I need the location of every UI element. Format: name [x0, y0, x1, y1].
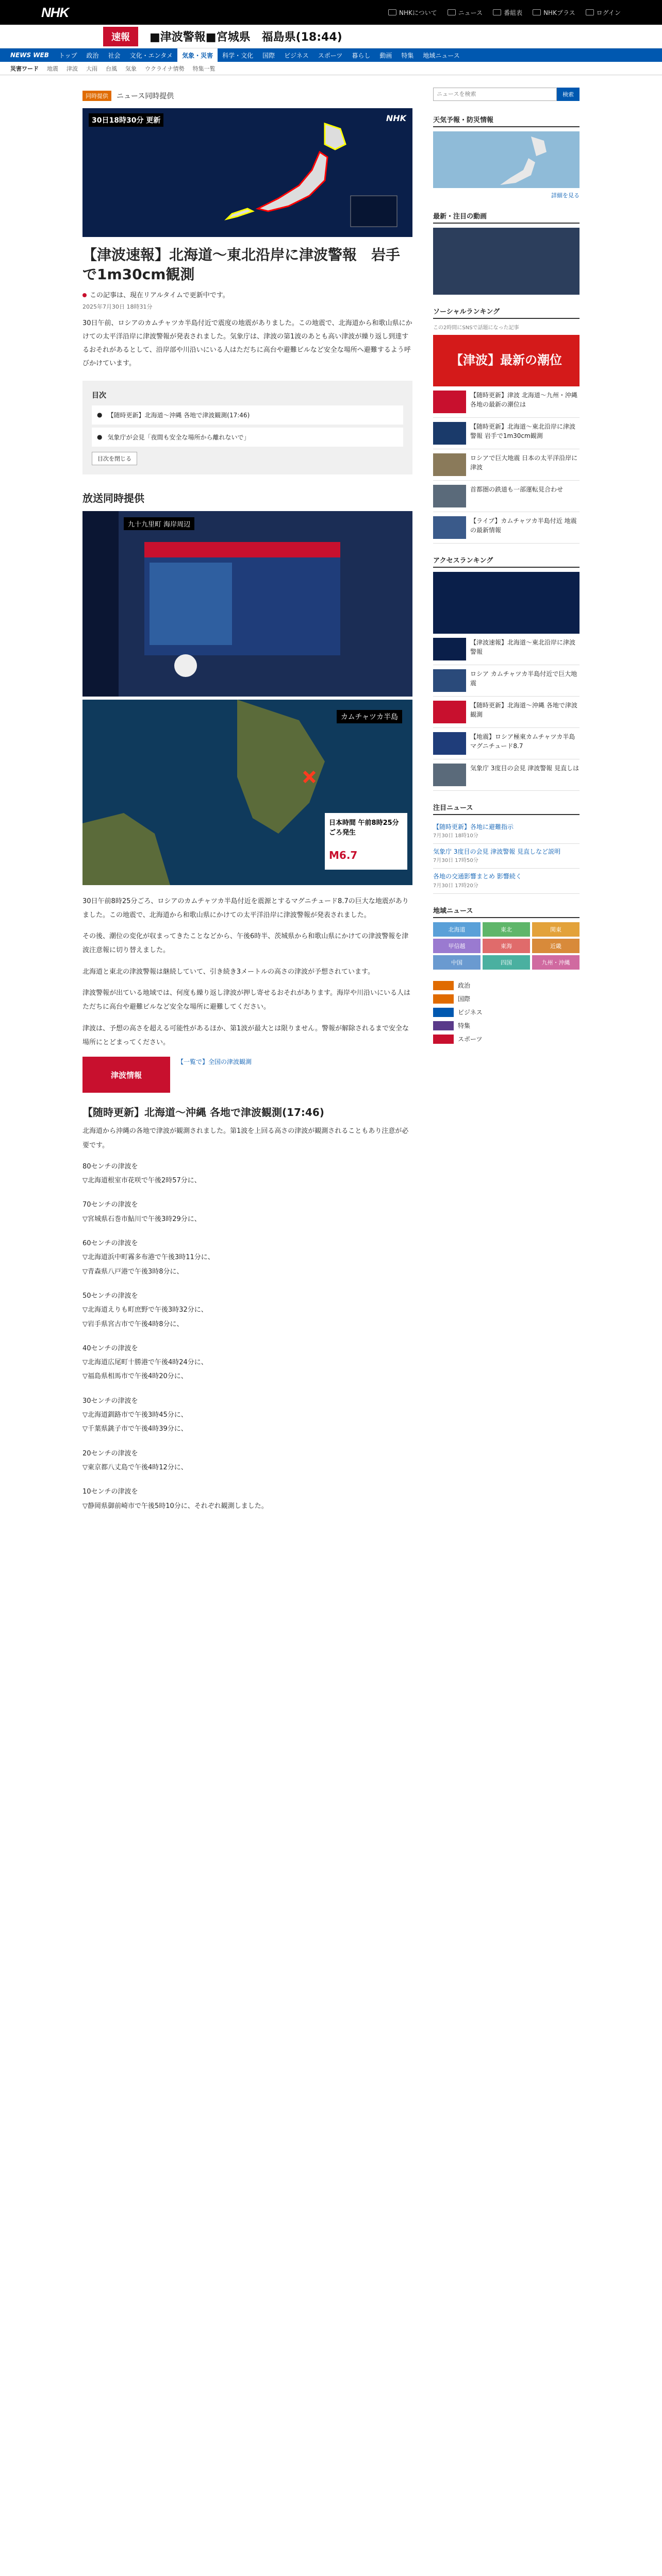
ranking-item[interactable]: 首都圏の鉄道も一部運転見合わせ [433, 481, 580, 512]
content-wrap [0, 75, 662, 1513]
access-ranking [433, 555, 580, 791]
subnav-item[interactable]: 津波 [67, 65, 78, 72]
category-links [433, 981, 580, 1044]
thumb [433, 764, 466, 786]
obs-line: 70センチの津波を [82, 1201, 138, 1209]
region-button[interactable]: 東北 [483, 922, 530, 937]
subnav-item[interactable]: 特集一覧 [192, 65, 216, 72]
search-button[interactable]: 検索 [557, 88, 580, 101]
top-links [388, 8, 621, 17]
broadcast-image [82, 511, 412, 697]
video-box [433, 211, 580, 295]
obs-line: 30センチの津波を [82, 1397, 138, 1405]
article-lead: 30日午前、ロシアのカムチャツカ半島付近で震度の地震がありました。この地震で、北海道から和歌山県にかけての太平洋沿岸に津波警報が発表されました。気象庁は、津波の第1波のあとも高い津波が繰り返し到達するおそれがあるとして、沿岸部や川沿いにいる人はただちに高台や避難ビルなど安全な場所へ避難するよう呼びかけています。 [82, 319, 412, 367]
weather-map-graphic [433, 131, 580, 188]
bullet-icon: ● [97, 411, 103, 419]
region-button[interactable]: 中国 [433, 955, 481, 970]
nav-item[interactable]: 社会 [108, 52, 121, 59]
subnav-item[interactable]: 台風 [106, 65, 117, 72]
obs-line: ▽北海道根室市花咲で午後2時57分に、 [82, 1177, 201, 1185]
thumb [433, 422, 466, 445]
category-badge-icon [433, 1008, 454, 1017]
ranking-item[interactable]: 【随時更新】津波 北海道〜九州・沖縄 各地の最新の潮位は [433, 386, 580, 418]
category-link[interactable]: ビジネス [433, 1008, 580, 1017]
body-paragraph: 30日午前8時25分ごろ、ロシアのカムチャツカ半島付近を震源とするマグニチュード8.7の巨大な地震がありました。この地震で、北海道から和歌山県にかけての太平洋沿岸に津波警報が発表されました。 [82, 897, 409, 919]
body-paragraph: 津波警報が出ている地域では、何度も繰り返し津波が押し寄せるおそれがあります。海岸や川沿いにいる人はただちに高台や避難ビルなど安全な場所に避難してください。 [82, 989, 410, 1011]
video-thumbnail[interactable] [433, 228, 580, 295]
article-body [82, 894, 412, 1050]
category-link[interactable]: 特集 [433, 1021, 580, 1030]
nav-item[interactable]: 地域ニュース [423, 52, 460, 59]
obs-line: 60センチの津波を [82, 1240, 138, 1248]
obs-line: ▽北海道釧路市で午後3時45分に、 [82, 1411, 188, 1419]
body-paragraph: 津波は、予想の高さを超える可能性があるほか、第1波が最大とは限りません。警報が解除されるまで安全な場所にとどまってください。 [82, 1024, 409, 1046]
nhk-watermark: NHK [386, 113, 406, 123]
hero-caption: 30日18時30分 更新 [89, 113, 163, 127]
category-badge-icon [433, 1035, 454, 1044]
obs-line: ▽静岡県御前崎市で午後5時10分に、それぞれ観測しました。 [82, 1502, 268, 1510]
obs-line: ▽北海道広尾町十勝港で午後4時24分に、 [82, 1359, 208, 1367]
video-title: 最新・注目の動画 [433, 211, 580, 224]
region-button[interactable]: 甲信越 [433, 939, 481, 953]
obs-line: ▽青森県八戸港で午後3時8分に、 [82, 1267, 184, 1276]
broadcast-caption: 九十九里町 海岸周辺 [124, 517, 194, 530]
nav-item[interactable]: 文化・エンタメ [129, 52, 173, 59]
ranking-item[interactable]: 気象庁 3度目の会見 津波警報 見直しは [433, 759, 580, 791]
link-icon [448, 9, 456, 15]
sub-nav [0, 62, 662, 75]
obs-line: ▽宮城県石巻市鮎川で午後3時29分に、 [82, 1215, 201, 1223]
top-link[interactable]: NHKについて [388, 8, 437, 17]
breaking-badge: 速報 [103, 27, 138, 46]
obs-line: 50センチの津波を [82, 1292, 138, 1300]
table-of-contents [82, 381, 412, 474]
article [82, 75, 412, 1513]
nav-item[interactable]: スポーツ [318, 52, 343, 59]
tagline-text: ニュース同時提供 [117, 92, 174, 100]
region-button[interactable]: 四国 [483, 955, 530, 970]
nav-item[interactable]: ビジネス [284, 52, 309, 59]
breaking-news-bar[interactable] [0, 25, 662, 48]
obs-line: 80センチの津波を [82, 1162, 138, 1171]
bullet-icon: ● [97, 433, 103, 441]
subnav-item[interactable]: 気象 [125, 65, 137, 72]
ranking-item[interactable]: 【随時更新】北海道〜東北沿岸に津波警報 岩手で1m30cm観測 [433, 418, 580, 449]
ranking-item[interactable]: 【ライブ】カムチャツカ半島付近 地震の最新情報 [433, 512, 580, 544]
top-link[interactable]: 番組表 [493, 8, 522, 17]
observation-list [82, 1124, 412, 1513]
ranking-subtitle: この2時間にSNSで話題になった記事 [433, 325, 519, 331]
nav-item[interactable]: 国際 [262, 52, 275, 59]
ranking-title: ソーシャルランキング [433, 306, 580, 319]
subnav-label: 災害ワード [10, 65, 39, 72]
ranking-item[interactable]: 【地震】ロシア極東カムチャツカ半島 マグニチュード8.7 [433, 728, 580, 759]
body-paragraph: 北海道と東北の津波警報は継続していて、引き続き3メートルの高さの津波が予想されています。 [82, 968, 374, 976]
japan-map-graphic [82, 108, 412, 237]
quake-time: 日本時間 午前8時25分ごろ発生 [329, 819, 399, 837]
article-date: 2025年7月30日 18時31分 [82, 303, 153, 310]
nav-item[interactable]: 政治 [86, 52, 99, 59]
top-bar [0, 0, 662, 25]
subnav-item[interactable]: 大雨 [86, 65, 97, 72]
news-item[interactable]: 各地の交通影響まとめ 影響続く 7月30日 17時20分 [433, 869, 580, 893]
search-box [433, 88, 580, 101]
tsunami-info-banner[interactable] [82, 1057, 412, 1093]
thumb [433, 638, 466, 660]
thumb [433, 453, 466, 476]
link-icon [388, 9, 396, 15]
obs-line: ▽岩手県宮古市で午後4時8分に、 [82, 1320, 184, 1328]
quake-magnitude: M6.7 [329, 849, 358, 861]
tsunami-list-link[interactable]: 【一覧で】全国の津波観測 [177, 1058, 252, 1066]
weather-map[interactable] [433, 131, 580, 188]
search-input[interactable] [433, 88, 557, 101]
sidebar [433, 75, 580, 1513]
obs-line: 20センチの津波を [82, 1449, 138, 1458]
ranking-item[interactable]: ロシアで巨大地震 日本の太平洋沿岸に津波 [433, 449, 580, 481]
region-button[interactable]: 東海 [483, 939, 530, 953]
obs-line: ▽北海道えりも町庶野で午後3時32分に、 [82, 1306, 208, 1314]
thumb [433, 391, 466, 413]
user-icon [586, 9, 594, 15]
category-badge-icon [433, 994, 454, 1004]
weather-box [433, 114, 580, 199]
link-icon [533, 9, 541, 15]
local-title: 地域ニュース [433, 905, 580, 918]
top-link[interactable]: NHKプラス [533, 8, 575, 17]
category-link[interactable]: 政治 [433, 981, 580, 990]
social-ranking [433, 306, 580, 544]
section-title: 放送同時提供 [82, 492, 144, 504]
update-heading: 【随時更新】北海道〜沖縄 各地で津波観測(17:46) [82, 1106, 324, 1119]
tsunami-map-image [82, 108, 412, 237]
thumb [433, 732, 466, 755]
body-paragraph: その後、潮位の変化が収まってきたことなどから、午後6時半、茨城県から和歌山県にかけての津波警報を津波注意報に切り替えました。 [82, 933, 409, 955]
toc-close-button[interactable]: 目次を閉じる [92, 452, 137, 465]
region-button[interactable]: 北海道 [433, 922, 481, 937]
article-title: 【津波速報】北海道〜東北沿岸に津波警報 岩手で1m30cm観測 [82, 246, 401, 283]
nav-brand[interactable]: NEWS WEB [10, 52, 49, 59]
nav-item[interactable]: トップ [58, 52, 77, 59]
nav-item[interactable]: 科学・文化 [222, 52, 254, 59]
top-link[interactable]: ログイン [586, 8, 621, 17]
tsunami-info-button[interactable]: 津波情報 [82, 1057, 170, 1093]
obs-line: ▽東京都八丈島で午後4時12分に、 [82, 1463, 188, 1471]
ranking-item[interactable]: 【津波速報】北海道〜東北沿岸に津波警報 [433, 634, 580, 665]
main-nav [0, 48, 662, 62]
update-intro: 北海道から沖縄の各地で津波が観測されました。第1波を上回る高さの津波が観測されることもあり注意が必要です。 [82, 1127, 409, 1149]
category-link[interactable]: 国際 [433, 994, 580, 1004]
subnav-item[interactable]: ウクライナ情勢 [145, 65, 185, 72]
article-tagline [82, 91, 412, 101]
obs-line: ▽千葉県銚子市で午後4時39分に、 [82, 1425, 188, 1433]
thumb [433, 485, 466, 507]
thumb [433, 669, 466, 692]
toc-item[interactable]: ● 気象庁が会見「夜間も安全な場所から離れないで」 [92, 428, 403, 447]
region-grid [433, 922, 580, 970]
obs-line: 10センチの津波を [82, 1488, 138, 1496]
nav-item[interactable]: 特集 [401, 52, 414, 59]
region-button[interactable]: 近畿 [532, 939, 580, 953]
ranking-item[interactable]: ロシア カムチャツカ半島付近で巨大地震 [433, 665, 580, 697]
map-label: カムチャツカ半島 [337, 710, 402, 723]
region-button[interactable]: 九州・沖縄 [532, 955, 580, 970]
toc-item[interactable]: ● 【随時更新】北海道〜沖縄 各地で津波観測(17:46) [92, 405, 403, 425]
weather-title: 天気予報・防災情報 [433, 114, 580, 127]
simulcast-tag: 同時提供 [82, 91, 111, 101]
access-top-image[interactable] [433, 572, 580, 634]
news-item[interactable]: 気象庁 3度目の会見 津波警報 見直しなど説明 7月30日 17時50分 [433, 844, 580, 869]
obs-line: ▽福島県相馬市で午後4時20分に、 [82, 1372, 188, 1381]
nhk-logo[interactable]: NHK [41, 4, 69, 20]
nav-item[interactable]: 暮らし [352, 52, 371, 59]
category-link[interactable]: スポーツ [433, 1035, 580, 1044]
category-badge-icon [433, 1021, 454, 1030]
tide-banner[interactable]: 【津波】最新の潮位 [433, 335, 580, 386]
obs-line: ▽北海道浜中町霧多布港で午後3時11分に、 [82, 1253, 214, 1262]
category-badge-icon [433, 981, 454, 990]
obs-line: 40センチの津波を [82, 1344, 138, 1352]
epicenter-map-graphic [82, 700, 412, 885]
breaking-text[interactable]: ■津波警報■宮城県 福島県(18:44) [150, 31, 342, 44]
epicenter-map-image [82, 700, 412, 885]
top-link[interactable]: ニュース [448, 8, 483, 17]
live-update-note: この記事は、現在リアルタイムで更新中です。 [82, 290, 412, 299]
ranking-item[interactable]: 【随時更新】北海道〜沖縄 各地で津波観測 [433, 697, 580, 728]
thumb [433, 516, 466, 539]
local-news [433, 905, 580, 970]
nav-item-active[interactable]: 気象・災害 [177, 48, 218, 62]
toc-title: 目次 [92, 391, 106, 400]
nav-item[interactable]: 動画 [379, 52, 392, 59]
weather-more-link[interactable]: 詳細を見る [551, 192, 580, 199]
recommend-title: 注目ニュース [433, 802, 580, 815]
news-item[interactable]: 【随時更新】各地に避難指示 7月30日 18時10分 [433, 819, 580, 844]
live-dot-icon [82, 293, 87, 297]
region-button[interactable]: 関東 [532, 922, 580, 937]
access-title: アクセスランキング [433, 555, 580, 568]
thumb [433, 701, 466, 723]
link-icon [493, 9, 501, 15]
recommend-news [433, 802, 580, 894]
subnav-item[interactable]: 地震 [47, 65, 58, 72]
broadcast-graphic [82, 511, 412, 697]
